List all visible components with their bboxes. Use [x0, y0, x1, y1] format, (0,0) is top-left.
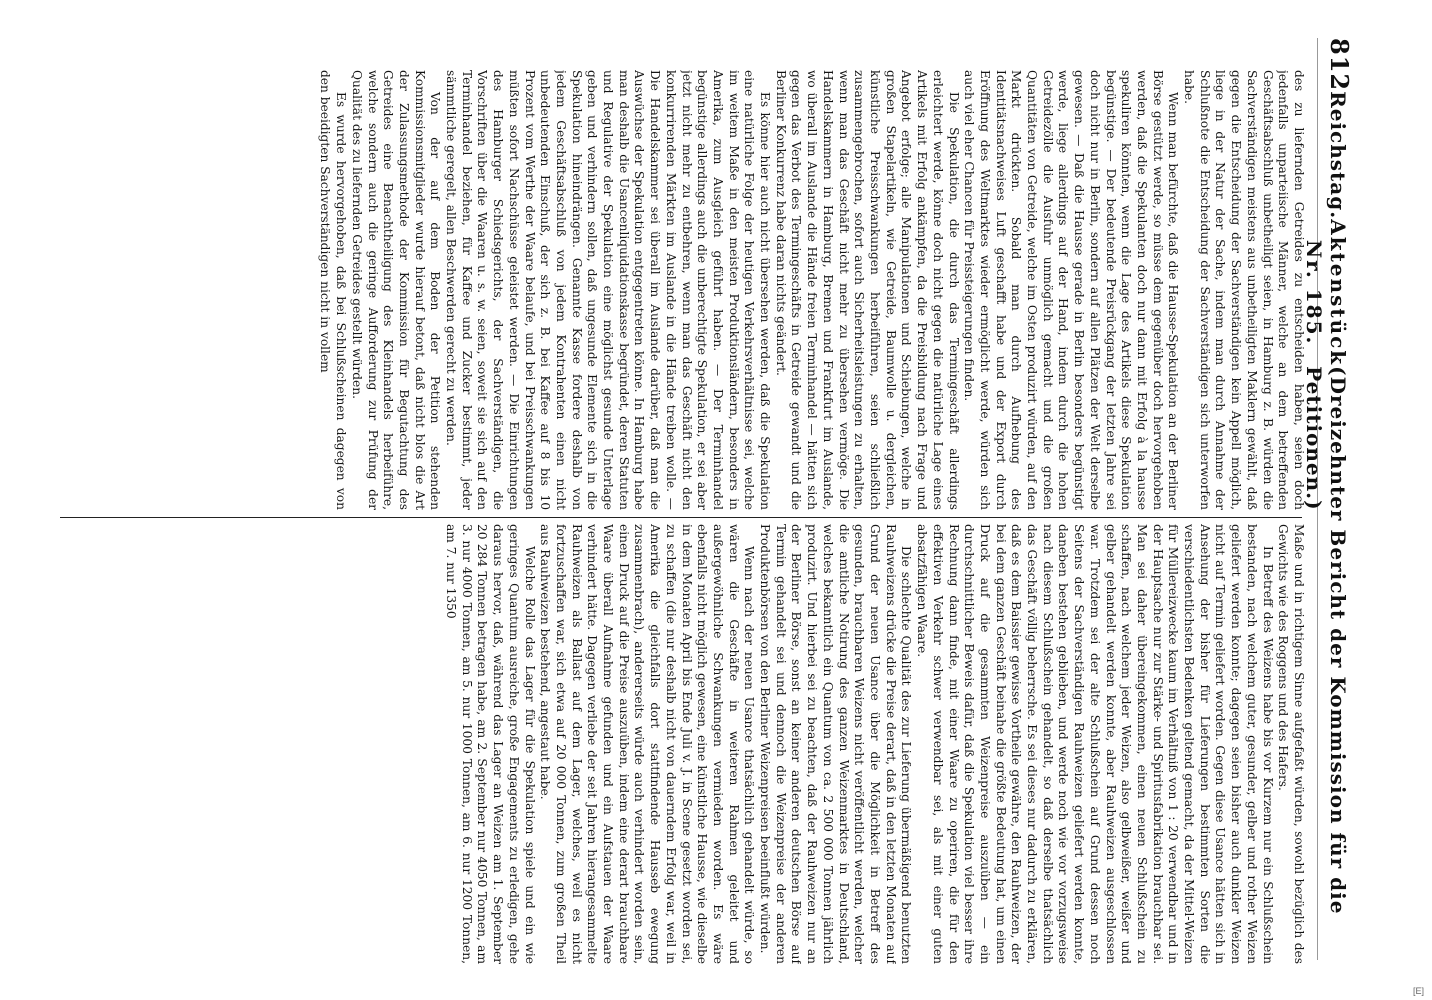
paragraph: Wenn nach der neuen Usance thatsächlich gehandelt würde, so wären die Geschäfte in weiteren Rahmen geleitet und außergewöhnliche Schwankungen vermieden worden. Es wäre ebenfalls nicht möglich gewesen, eine künstliche Hausse, wie dieselbe in dem Monaten April bis Ende Juli v. J. in Scene gesetzt worden sei, zu schaffen (die nur deshalb nicht von dauerndem Erfolg war, weil in Amerika die gleichfalls dort stattfindende Hausseb ewegung zusammenbrach), andererseits würde auch verhindert worden sein, einen Druck auf die Preise auszuüben, indem eine derart brauchbare Waare überall Aufnahme gefunden und ein Aufstauen der Waare verhindert hätte. Dagegen verliebe der seit Jahren hierangesammelte Rauhweizen als Ballast auf dem Lager, welches, weil es nicht fortzuschaffen war, sich etwa auf 20 000 Tonnen, zum großen Theil aus Rauhweizen bestehend, angestaut habe. — [538, 524, 757, 964]
paragraph: Es wurde hervorgehoben, daß bei Schlußscheinen dagegen von den beeidigten Sachverständigen nicht in vollem — [318, 70, 349, 510]
paragraph: Maße und in richtigem Sinne aufgefaßt würden, sowohl bezüglich des Gewichts wie des Roggens und des Hafers. — [1276, 524, 1306, 964]
paragraph: Wenn man befürchte, daß die Hausse-Spekulation an der Berliner Börse gestützt werde, so müsse dem gegenüber doch hervorgehoben werden, daß die Spekulanten doch nur dann mit Erfolg à la hausse spekuliren könnten, wenn die Lage des Artikels diese Spekulation begünstige. — Der bedeutende Preisrückgang der letzten Jahre sei doch nicht nur in Berlin, sondern auf allen Plätzen der Welt derselbe gewesen. — Daß die Hausse gerade in Berlin besonders begünstigt werde, liege allerdings auf der Hand, indem durch die hohen Getreidezölle die Ausfuhr unmöglich gemacht und die großen Quantitäten von Getreide, welche im Osten produzirt würden, auf den Markt drückten. Sobald man durch Aufhebung des Identitätsnachweises Luft geschafft habe und der Export durch Eröffnung des Weltmarktes wieder ermöglicht werde, würden sich auch viel eher Chancen für Preissteigerungen finden. — [962, 70, 1181, 510]
paragraph: In Betreff des Weizens habe bis vor Kurzem nur ein Schlußschein bestanden, nach welchem guter, gesunder, gelber und rother Weizen geliefert werden konnte; dagegen seien bisher auch dunkler Weizen nicht auf Termin geliefert worden. Gegen diese Usance hätten sich in Ansehung der bisher für Lieferungen bestimmten Sorten die verschiedentlichsten Bedenken geltend gemacht, da der Mittel-Weizen für Müllereizwecke kaum im Verhältniß von 1 : 20 verwendbar und in der Hauptsache nur zur Stärke- und Spiritusfabrikation brauchbar sei. Man sei daher übereingekommen, einen neuen Schlußschein zu schaffen, nach welchem jeder Weizen, also gelbweißer, weißer und gelber gehandelt werden konnte, aber Rauhweizen ausgeschlossen war. Trotzdem sei der alte Schlußschein auf Grund dessen noch Seitens der Sachverständigen Rauhweizen geliefert werden konnte, daneben bestehen geblieben, und werde noch wie vor vorzugsweise nach diesem Schlußschein gehandelt, so daß derselbe thatsächlich das Geschäft völlig beherrsche. Es sei dieses nur dadurch zu erklären, daß es dem Baissier gewisse Vortheile gewähre, den Rauhweizen, der bei dem ganzen Geschäft beinahe die größte Bedeutung hat, um einen Druck auf die gesammten Weizenpreise auszuüben — ein durchschnittlicher Beweis dafür, daß die Spekulation viel besser ihre Rechnung dann finde, mit einer Waare zu operiren, die für den effektiven Verkehr schwer verwendbar sei, als mit einer guten absatzfähigen Waare. — [915, 524, 1275, 964]
paragraph: Von der auf dem Boden der Petition stehenden Kommissionsmitglieder wurde hierauf betont, daß nicht blos die Art der Zulassungsmethode der Kommission für Begutachtung des Getreides eine Benachtheiligung des Kleinhandels herbeiführe, welche sondern auch die geringe Aufforderung zur Prüfung der Qualität des zu liefernden Getreides gestellt würden. — [349, 70, 443, 510]
running-header — [1302, 38, 1354, 960]
header-left-title: Reichstag. — [1326, 91, 1350, 220]
column-divider — [60, 517, 1302, 518]
paragraph: Es könne hier auch nicht übersehen werden, daß die Spekulation eine natürliche Folge der heutigen Verkehrsverhältnisse sei, welche im weitem Maße in den meisten Produktionsländern, besonders in Amerika, zum Ausgleich geführt haben. — Der Terminhandel begünstige allerdings auch die unberechtigte Spekulation, er sei aber jetzt nicht mehr zu entbehren, wenn man das Geschäft nicht den konkurrirenden Märkten im Auslande in die Hände treiben wolle. — Die Handelskammer sei überall im Auslande darüber, daß man die Auswüchse der Spekulation entgegentreten könne. In Hamburg habe man deshalb die Usancenliquidationskasse begründet, deren Statuten und Regulative der Spekulation eine möglichst gesunde Unterlage geben und verhindern sollen, daß ungesunde Elemente sich in die Spekulation hineindrängen. Genannte Kasse fordere deshalb von jedem Geschäftsabschluß von jedem Kontrahenten einen nicht unbedeutenden Einschuß, der sich z. B. bei Kaffee auf 8 bis 10 Prozent vom Werthe der Waare belaufe, und bei Preisschwankungen müßten sofort Nachschüsse geleistet werden. — Die Einrichtungen des Hamburger Schiedsgerichts, der Sachverständigen, die Vorschriften über die Waaren u. s. w. seien, soweit sie sich auf den Terminhandel beziehen, für Kaffee und Zucker bestimmt, jeder sämmtliche geregelt, allen Beschwerden gerecht zu werden. — [444, 70, 773, 510]
paragraph: Die Spekulation, die durch das Termingeschäft allerdings erleichtert werde, könne doch nicht gegen die natürliche Lage eines Artikels mit Erfolg ankämpfen, da die Preisbildung nach Frage und Angebot erfolge; alle Manipulationen und Schiebungen, welche in großen Stapelartikeln, wie Getreide, Baumwolle u. dergleichen, künstliche Preisschwankungen herbeiführen, seien schließlich zusammengebrochen, sofort auch Sicherheitsleistungen zu erhalten, wenn man das Geschäft nicht mehr zu übersehen vermöge. Die Handelskammern in Hamburg, Bremen und Frankfurt im Auslande, wo überall im Auslande die Hände freien Terminhandel — hätten sich gegen das Verbot des Termingeschäfts in Getreide gewandt und die Berliner Konkurrenz habe daran nichts geändert. — [773, 70, 961, 510]
page-number: 812 — [1325, 38, 1354, 92]
paragraph: des zu liefernden Getreides zu entscheiden haben, seien doch jedenfalls unparteiische Männer, welche an dem betreffenden Geschäftsabschluß unbetheiligt seien, in Hamburg z. B. würden die Sachverständigen meistens aus unbetheiligten Maklern gewählt, daß gegen die Entscheidung der Sachverständigen kein Appell möglich, liege in der Natur der Sache, indem man durch Annahme der Schlußnote die Entscheidung der Sachverständigen sich unterworfen habe. — [1182, 70, 1306, 510]
paragraph: Die schlechte Qualität des zur Lieferung übermäßigend benutzten Rauhweizens drücke die Preise derart, daß in den letzten Monaten auf Grund der neuen Usance über die Möglichkeit in Betreff des gesunden, brauchbaren Weizens nicht veröffentlicht werden, welcher die amtliche Notirung des ganzen Weizenmarktes in Deutschland, welches bekanntlich ein Quantum von ca. 2 500 000 Tonnen jährlich produzirt. Und hierbei sei zu beachten, daß der Rauhweizen nur an der Berliner Börse, sonst an keiner anderen deutschen Börse auf Termin gehandelt sei und dennoch die Weizenpreise der anderen Produktenbörsen von den Berliner Weizenpreisen beeinflußt würden. — [758, 524, 914, 964]
header-report-title: (Dreizehnter Bericht der Kommission für die Petitionen.) — [1302, 366, 1350, 915]
text-column-right — [56, 524, 1306, 964]
header-document-number: Aktenstück Nr. 185. — [1302, 219, 1350, 367]
paragraph: Welche Rolle das Lager für die Spekulation spiele und ein wie geringes Quantum ausreiche, große Engagements zu erledigen, gehe daraus hervor, daß, während das Lager an Weizen am 1. September 20 284 Tonnen betragen habe, am 2. September nur 4050 Tonnen, am 3. nur 4000 Tonnen, am 5. nur 1000 Tonnen, am 6. nur 1200 Tonnen, am 7. nur 1350 — [444, 524, 537, 964]
text-column-left — [56, 70, 1306, 510]
edge-mark: [E] — [1412, 986, 1424, 996]
